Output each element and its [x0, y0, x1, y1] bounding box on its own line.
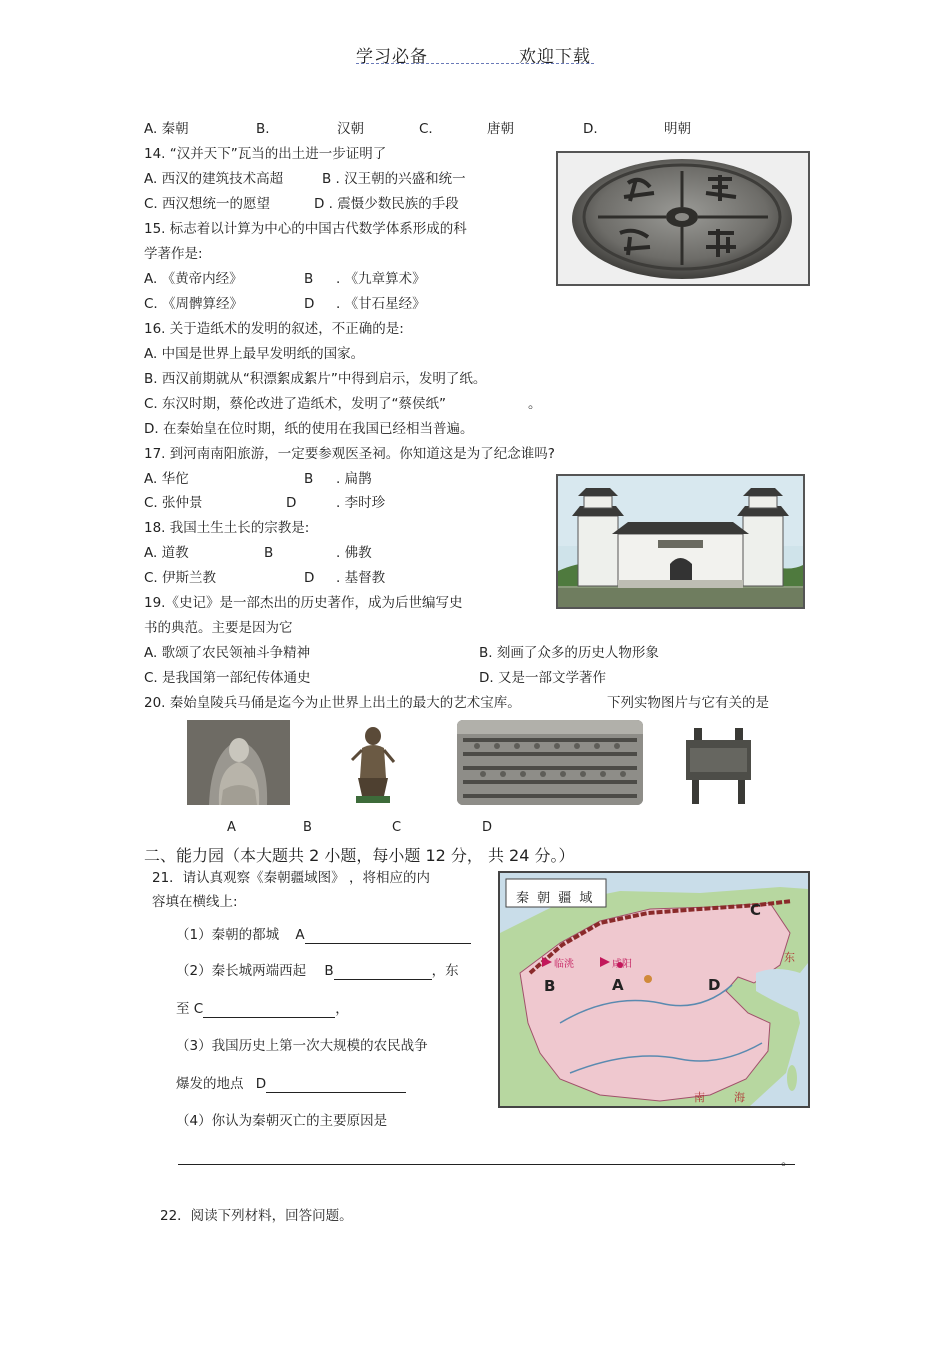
q19-stem-line2: 书的典范。主要是因为它: [144, 620, 293, 636]
q21-part3-text: 爆发的地点: [176, 1076, 244, 1092]
q16-option-a: A. 中国是世界上最早发明纸的国家。: [144, 346, 365, 362]
q13-option-c-text: 唐朝: [487, 121, 514, 137]
q21-part1-label: [176, 926, 471, 944]
q13-option-a: A. 秦朝: [144, 121, 189, 137]
q21-part2-text: （2）秦长城两端西起: [176, 963, 307, 979]
q14-option-c: C. 西汉想统一的愿望: [144, 196, 271, 212]
q21-blank-d[interactable]: [266, 1078, 406, 1093]
q21-stem-line2: 容填在横线上:: [152, 894, 238, 910]
q19-option-b: B. 刻画了众多的历史人物形象: [479, 645, 659, 661]
q21-part2-end: ，东: [431, 963, 459, 979]
q21-part1-text: （1）秦朝的都城: [176, 927, 280, 943]
terracotta-warriors-image: [457, 720, 643, 805]
header-dashed-line: [356, 63, 594, 64]
q21-part3-letter: D: [255, 1076, 267, 1092]
q21-part1-letter: A: [295, 927, 305, 943]
q20-label-c: C: [392, 820, 402, 835]
q14-option-a: A. 西汉的建筑技术高超: [144, 171, 284, 187]
q20-label-b: B: [303, 820, 312, 835]
tile-end-image: [556, 151, 810, 286]
q18-stem: 18. 我国土生土长的宗教是:: [144, 520, 310, 536]
q21-part4-text: （4）你认为秦朝灭亡的主要原因是: [176, 1113, 388, 1129]
q21-part2-label: [176, 962, 459, 980]
q18-option-c: C. 伊斯兰教: [144, 570, 217, 586]
q19-option-d: D. 又是一部文学著作: [479, 670, 606, 686]
q20-stem: 20. 秦始皇陵兵马俑是迄今为止世界上出土的最大的艺术宝库。: [144, 695, 521, 711]
q20-label-d: D: [482, 820, 493, 835]
q17-option-a: A. 华佗: [144, 471, 189, 487]
map-place-xianyang: 咸阳: [612, 959, 632, 970]
q17-option-d-letter: D: [286, 495, 297, 511]
q18-option-a: A. 道教: [144, 545, 189, 561]
q13-option-d-text: 明朝: [664, 121, 691, 137]
q21-part3-line1: （3）我国历史上第一次大规模的农民战争: [176, 1038, 428, 1054]
q14-option-b: B . 汉王朝的兴盛和统一: [322, 171, 466, 187]
map-place-east: 东: [784, 951, 795, 964]
map-label-c: C: [750, 901, 762, 919]
q21-part2b-text: 至 C: [176, 1001, 204, 1017]
q17-stem: 17. 到河南南阳旅游，一定要参观医圣祠。你知道这是为了纪念谁吗?: [144, 446, 555, 462]
bronze-figure-image: [338, 720, 408, 805]
map-label-d: D: [708, 976, 721, 994]
q15-option-d-letter: D: [304, 296, 315, 312]
q14-stem: 14. “汉并天下”瓦当的出土进一步证明了: [144, 146, 387, 162]
q21-part2b-label: [176, 1000, 349, 1018]
header-right: 欢迎下载: [519, 47, 591, 67]
map-place-sea: 海: [734, 1091, 745, 1104]
q19-stem-line1: 19.《史记》是一部杰出的历史著作，成为后世编写史: [144, 595, 463, 611]
q16-option-d: D. 在秦始皇在位时期，纸的使用在我国已经相当普遍。: [144, 421, 474, 437]
q17-option-b-letter: B: [304, 471, 314, 487]
qin-territory-map: [498, 871, 810, 1108]
q21-blank-a[interactable]: [305, 929, 471, 944]
q18-option-b-letter: B: [264, 545, 274, 561]
q15-option-a: A. 《黄帝内经》: [144, 271, 243, 287]
bronze-ding-image: [680, 720, 757, 808]
q18-option-d-letter: D: [304, 570, 315, 586]
shrine-image: [556, 474, 805, 609]
q21-part3-label: [176, 1075, 406, 1093]
map-place-lintao: 临洮: [554, 959, 574, 970]
q17-option-b-text: . 扁鹊: [336, 471, 372, 487]
q13-option-b-text: 汉朝: [337, 121, 364, 137]
q15-option-b-letter: B: [304, 271, 314, 287]
q16-option-c: C. 东汉时期，蔡伦改进了造纸术，发明了“蔡侯纸”: [144, 396, 446, 412]
q18-option-b-text: . 佛教: [336, 545, 372, 561]
q19-option-a: A. 歌颂了农民领袖斗争精神: [144, 645, 311, 661]
q17-option-d-text: . 李时珍: [336, 495, 386, 511]
grotto-buddha-image: [187, 720, 290, 805]
q15-option-b-text: . 《九章算术》: [336, 271, 426, 287]
q20-label-a: A: [227, 820, 236, 835]
q14-option-d: D . 震慑少数民族的手段: [314, 196, 459, 212]
q15-stem-line2: 学著作是:: [144, 246, 203, 262]
map-place-south: 南: [694, 1091, 705, 1104]
q21-blank-c[interactable]: [203, 1003, 335, 1018]
q13-option-d-letter: D.: [583, 121, 598, 137]
q21-answer-line[interactable]: [178, 1164, 795, 1165]
map-title: 秦 朝 疆 域: [516, 891, 595, 906]
q20-stem-end: 下列实物图片与它有关的是: [607, 695, 769, 711]
q13-option-b-letter: B.: [256, 121, 270, 137]
q16-option-b: B. 西汉前期就从“积漂絮成絮片”中得到启示，发明了纸。: [144, 371, 487, 387]
header-left: 学习必备: [356, 47, 428, 67]
q21-blank-b[interactable]: [334, 965, 432, 980]
q22-stem: 22．阅读下列材料，回答问题。: [160, 1208, 353, 1224]
q21-part2-letter: B: [324, 963, 334, 979]
q15-stem-line1: 15. 标志着以计算为中心的中国古代数学体系形成的科: [144, 221, 467, 237]
q16-option-c-end: 。: [528, 396, 542, 412]
q15-option-c: C. 《周髀算经》: [144, 296, 244, 312]
q21-stem-line1: 21．请认真观察《秦朝疆域图》 ，将相应的内: [152, 870, 430, 886]
section-2-title: 二、能力园（本大题共 2 小题，每小题 12 分， 共 24 分。）: [144, 846, 575, 865]
q21-part2b-end: ，: [335, 1001, 349, 1017]
q21-end-mark: 。: [781, 1153, 795, 1169]
q15-option-d-text: . 《甘石星经》: [336, 296, 426, 312]
q13-option-c-letter: C.: [419, 121, 433, 137]
q18-option-d-text: . 基督教: [336, 570, 386, 586]
map-label-a: A: [612, 976, 624, 994]
map-label-b: B: [544, 977, 556, 995]
q19-option-c: C. 是我国第一部纪传体通史: [144, 670, 311, 686]
q17-option-c: C. 张仲景: [144, 495, 203, 511]
q16-stem: 16. 关于造纸术的发明的叙述，不正确的是:: [144, 321, 404, 337]
